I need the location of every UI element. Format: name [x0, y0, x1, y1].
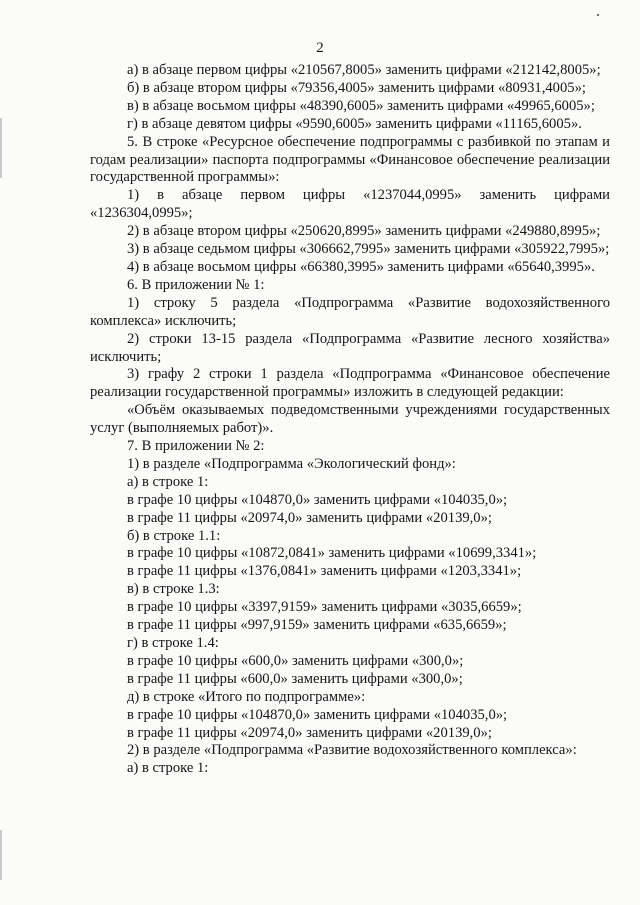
page-number: 2: [316, 40, 324, 56]
paragraph: д) в строке «Итого по подпрограмме»:: [127, 688, 366, 705]
paragraph: в графе 10 цифры «600,0» заменить цифрами «300,0»;: [127, 652, 464, 669]
paragraph: 1) в разделе «Подпрограмма «Экологический фонд»:: [127, 455, 456, 472]
document-body: [90, 62, 610, 778]
paragraph: в графе 11 цифры «20974,0» заменить цифрами «20139,0»;: [127, 724, 492, 741]
paragraph: б) в абзаце втором цифры «79356,4005» заменить цифрами «80931,4005»;: [127, 79, 586, 96]
scan-dot: [597, 14, 599, 16]
scan-edge-mark: [0, 118, 2, 178]
paragraph: в графе 11 цифры «20974,0» заменить цифрами «20139,0»;: [127, 509, 492, 526]
paragraph: в графе 11 цифры «600,0» заменить цифрами «300,0»;: [127, 670, 463, 687]
paragraph: б) в строке 1.1:: [127, 527, 221, 544]
paragraph: в графе 10 цифры «3397,9159» заменить цифрами «3035,6659»;: [127, 599, 522, 616]
paragraph: 2) в абзаце втором цифры «250620,8995» заменить цифрами «249880,8995»;: [127, 223, 601, 240]
paragraph: в графе 10 цифры «10872,0841» заменить цифрами «10699,3341»;: [127, 545, 537, 562]
paragraph: 6. В приложении № 1:: [127, 276, 265, 293]
paragraph: «Объём оказываемых подведомственными учреждениями государственных услуг (выполняемых работ)».: [90, 402, 610, 437]
paragraph: 1) строку 5 раздела «Подпрограмма «Развитие водохозяйственного комплекса» исключить;: [90, 294, 610, 329]
paragraph: а) в абзаце первом цифры «210567,8005» заменить цифрами «212142,8005»;: [127, 62, 601, 78]
paragraph: в) в строке 1.3:: [127, 581, 220, 598]
paragraph: 3) в абзаце седьмом цифры «306662,7995» заменить цифрами «305922,7995»;: [127, 241, 610, 258]
paragraph: 2) в разделе «Подпрограмма «Развитие водохозяйственного комплекса»:: [127, 742, 577, 759]
paragraph: в) в абзаце восьмом цифры «48390,6005» заменить цифрами «49965,6005»;: [127, 97, 595, 114]
paragraph: в графе 10 цифры «104870,0» заменить цифрами «104035,0»;: [127, 491, 508, 508]
paragraph: а) в строке 1:: [127, 473, 209, 490]
paragraph: г) в строке 1.4:: [127, 635, 219, 651]
paragraph: 7. В приложении № 2:: [127, 438, 265, 455]
paragraph: 3) графу 2 строки 1 раздела «Подпрограмма «Финансовое обеспечение реализации государственной программы» изложить в следующей редакции:: [90, 366, 610, 401]
paragraph: в графе 10 цифры «104870,0» заменить цифрами «104035,0»;: [127, 706, 508, 723]
paragraph: 5. В строке «Ресурсное обеспечение подпрограммы с разбивкой по этапам и годам реализации» паспорта подпрограммы «Финансовое обеспечение реализации государственной программы»:: [90, 133, 610, 186]
paragraph: г) в абзаце девятом цифры «9590,6005» заменить цифрами «11165,6005».: [127, 115, 582, 132]
paragraph: 4) в абзаце восьмом цифры «66380,3995» заменить цифрами «65640,3995».: [127, 258, 595, 275]
scan-edge-mark: [0, 830, 2, 880]
paragraph: 2) строки 13-15 раздела «Подпрограмма «Развитие лесного хозяйства» исключить;: [90, 330, 610, 365]
paragraph: в графе 11 цифры «1376,0841» заменить цифрами «1203,3341»;: [127, 563, 522, 580]
paragraph: а) в строке 1:: [127, 760, 209, 777]
paragraph: 1) в абзаце первом цифры «1237044,0995» заменить цифрами «1236304,0995»;: [90, 187, 610, 222]
paragraph: в графе 11 цифры «997,9159» заменить цифрами «635,6659»;: [127, 617, 507, 634]
